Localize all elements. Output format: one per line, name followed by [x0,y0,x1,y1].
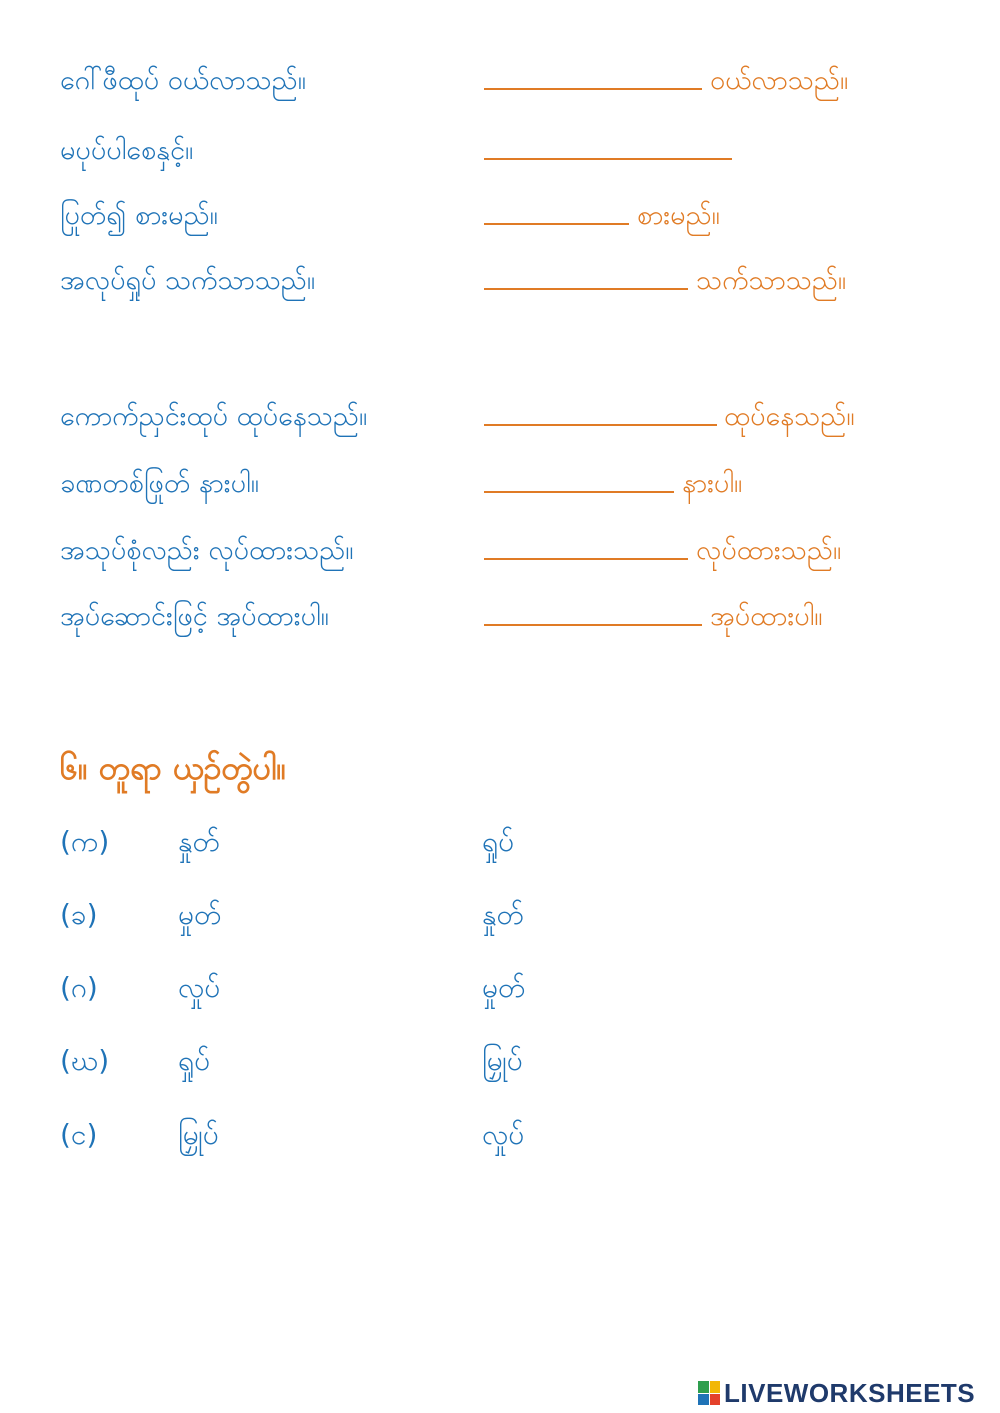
match-label: (က) [60,825,110,858]
match-left-word[interactable]: ရှုပ် [178,1044,211,1077]
match-left-word[interactable]: လှုပ် [178,971,221,1004]
answer-blank[interactable] [484,424,717,426]
fill-row [0,459,1000,509]
answer-blank[interactable] [484,558,688,560]
match-right-word[interactable]: မြှုပ် [482,1044,523,1077]
fill-row [0,56,1000,106]
match-label: (ဃ) [60,1044,110,1077]
sentence-text: အလုပ်ရှုပ် သက်သာသည်။ [60,265,316,296]
match-left-word[interactable]: မြှုပ် [178,1118,219,1151]
fill-row [0,256,1000,306]
liveworksheets-logo [698,1376,975,1410]
match-label: (င) [60,1118,98,1151]
answer-blank[interactable] [484,223,629,225]
sentence-text: ကောက်ညှင်းထုပ် ထုပ်နေသည်။ [60,401,368,432]
sentence-ending: နားပါ။ [682,468,743,499]
answer-blank[interactable] [484,158,732,160]
sentence-text: မပုပ်ပါစေနှင့်။ [60,135,194,166]
match-left-word[interactable]: မှုတ် [178,898,222,931]
sentence-ending: ဝယ်လာသည်။ [710,65,849,96]
sentence-text: ဂေါ်ဖီထုပ် ဝယ်လာသည်။ [60,65,306,96]
fill-row [0,392,1000,442]
sentence-text: အသုပ်စုံလည်း လုပ်ထားသည်။ [60,535,354,566]
sentence-ending: အုပ်ထားပါ။ [710,601,823,632]
match-right-word[interactable]: ရှုပ် [482,825,515,858]
sentence-ending: လုပ်ထားသည်။ [696,535,842,566]
answer-blank[interactable] [484,491,674,493]
answer-blank[interactable] [484,88,702,90]
fill-row [0,191,1000,241]
answer-blank[interactable] [484,624,702,626]
sentence-ending: ထုပ်နေသည်။ [724,401,855,432]
sentence-text: ပြုတ်၍ စားမည်။ [60,200,218,231]
fill-row [0,592,1000,642]
sentence-text: ခဏတစ်ဖြုတ် နားပါ။ [60,468,259,499]
logo-badge-icon [698,1381,720,1405]
match-right-word[interactable]: မှုတ် [482,971,526,1004]
match-row [0,890,1000,940]
sentence-ending: သက်သာသည်။ [696,265,847,296]
match-label: (ခ) [60,898,98,931]
match-row [0,817,1000,867]
match-label: (ဂ) [60,971,98,1004]
section-heading: ၆။ တူရာ ယှဉ်တွဲပါ။ [60,749,287,787]
sentence-text: အုပ်ဆောင်းဖြင့် အုပ်ထားပါ။ [60,601,329,632]
answer-blank[interactable] [484,288,688,290]
match-row [0,1110,1000,1160]
match-row [0,963,1000,1013]
match-left-word[interactable]: နှုတ် [178,825,220,858]
fill-row [0,126,1000,176]
match-row [0,1036,1000,1086]
logo-text: LIVEWORKSHEETS [724,1377,976,1408]
match-right-word[interactable]: နှုတ် [482,898,524,931]
match-right-word[interactable]: လှုပ် [482,1118,525,1151]
sentence-ending: စားမည်။ [637,200,720,231]
fill-row [0,526,1000,576]
